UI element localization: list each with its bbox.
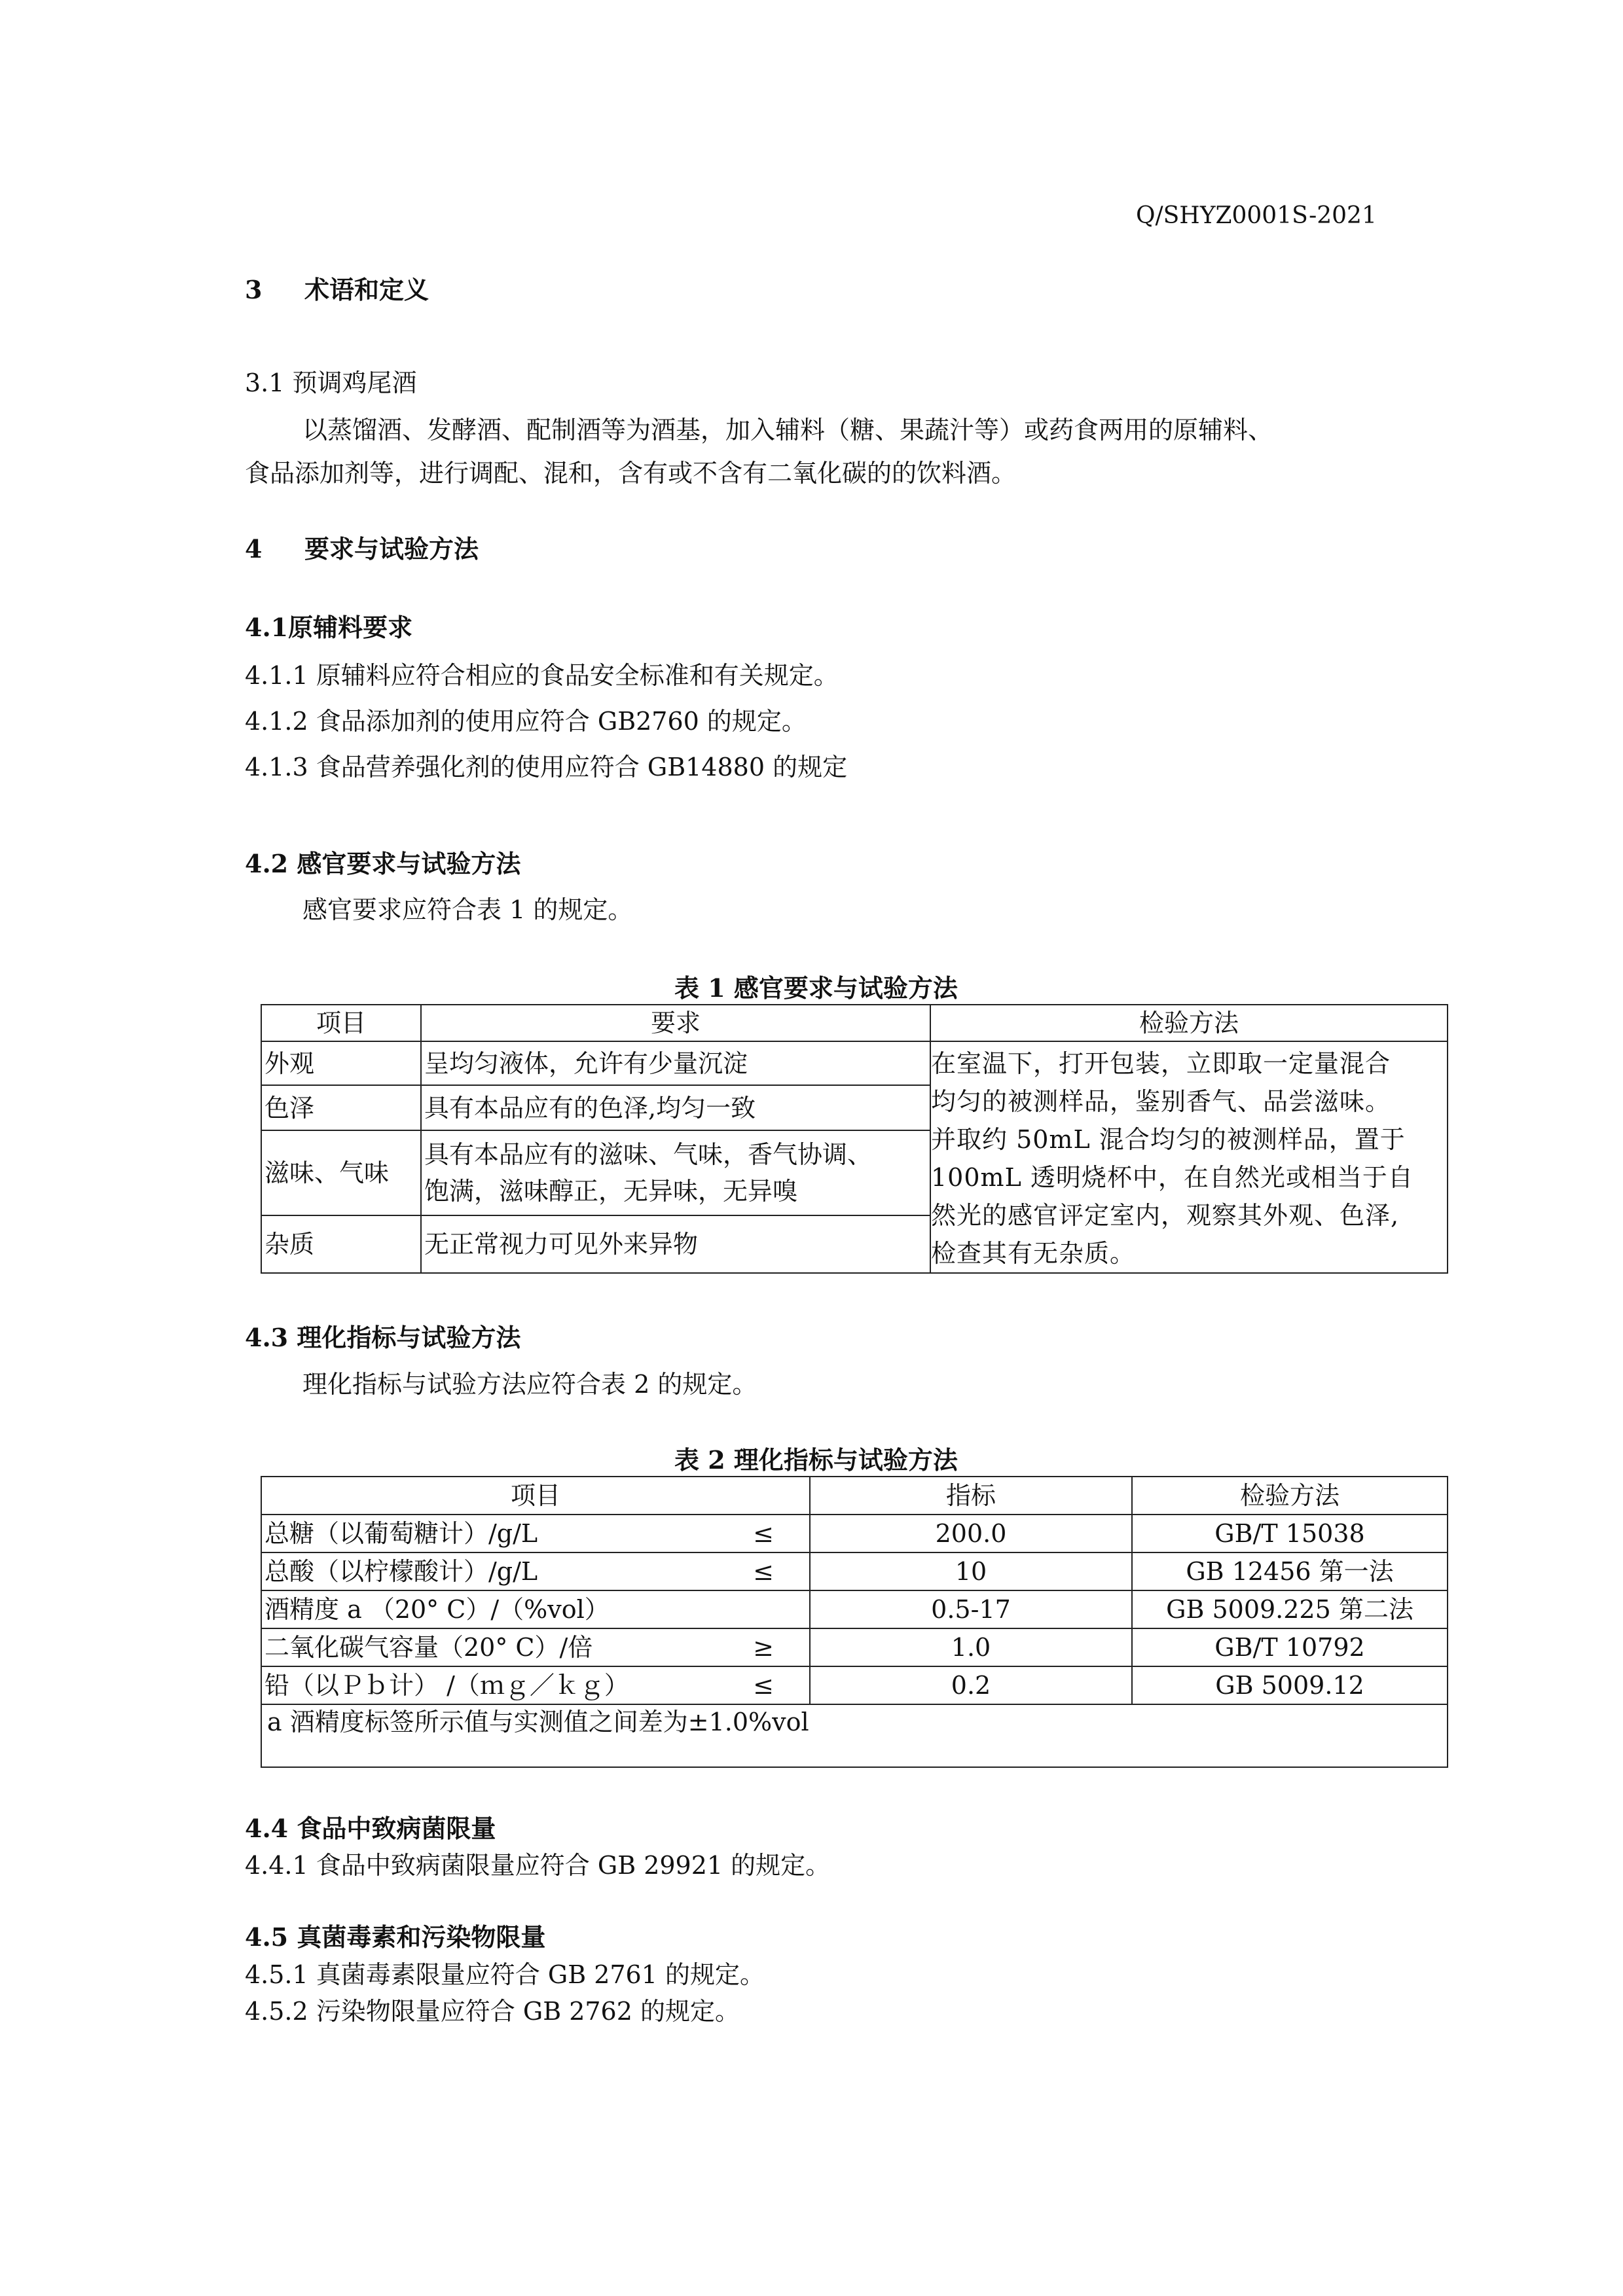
table-2-method: GB 5009.225 第二法 — [1132, 1590, 1448, 1628]
table-2-item: 铅（以Ｐｂ计） /（ｍｇ／ｋｇ） — [264, 1671, 629, 1700]
clause-4-5-2: 4.5.2 污染物限量应符合 GB 2762 的规定。 — [245, 1997, 740, 2026]
table-1-item: 杂质 — [261, 1215, 421, 1273]
table-2-item-cell — [261, 1666, 810, 1704]
clause-4-4-1: 4.4.1 食品中致病菌限量应符合 GB 29921 的规定。 — [245, 1851, 831, 1880]
section-4-number: 4 — [245, 534, 263, 564]
table-2-header-item: 项目 — [261, 1477, 810, 1515]
table-1-header-method: 检验方法 — [930, 1005, 1448, 1041]
table-1-requirement: 呈均匀液体，允许有少量沉淀 — [421, 1041, 930, 1085]
table-1-method-cell — [930, 1041, 1448, 1273]
table-2-header-method: 检验方法 — [1132, 1477, 1448, 1515]
table-2-item: 酒精度 a （20° C）/（%vol） — [264, 1595, 610, 1624]
subsection-4-3-title: 4.3 理化指标与试验方法 — [245, 1323, 521, 1352]
table-2-value: 0.5-17 — [810, 1590, 1132, 1628]
table-2-method: GB 12456 第一法 — [1132, 1552, 1448, 1590]
table-1-item: 色泽 — [261, 1085, 421, 1130]
table-2-value: 10 — [810, 1552, 1132, 1590]
table-2-item-cell — [261, 1552, 810, 1590]
table-2-value: 0.2 — [810, 1666, 1132, 1704]
table-2-item-cell — [261, 1515, 810, 1552]
subsection-4-5-title: 4.5 真菌毒素和污染物限量 — [245, 1922, 546, 1952]
definition-paragraph-line-1: 以蒸馏酒、发酵酒、配制酒等为酒基，加入辅料（糖、果蔬汁等）或药食两用的原辅料、 — [302, 416, 1273, 444]
table-2-method: GB/T 10792 — [1132, 1628, 1448, 1666]
subsection-4-2-text: 感官要求应符合表 1 的规定。 — [302, 895, 633, 924]
table-2-item-cell — [261, 1628, 810, 1666]
section-3-number: 3 — [245, 275, 263, 304]
clause-4-5-1: 4.5.1 真菌毒素限量应符合 GB 2761 的规定。 — [245, 1960, 765, 1989]
subsection-4-4-title: 4.4 食品中致病菌限量 — [245, 1814, 496, 1843]
clause-4-1-1: 4.1.1 原辅料应符合相应的食品安全标准和有关规定。 — [245, 661, 839, 690]
table-1-requirement-line: 具有本品应有的滋味、气味，香气协调、 — [424, 1140, 873, 1170]
table-1-requirement-line: 饱满，滋味醇正，无异味，无异嗅 — [424, 1177, 798, 1206]
subsection-4-2-title: 4.2 感官要求与试验方法 — [245, 849, 521, 878]
table-2-method: GB 5009.12 — [1132, 1666, 1448, 1704]
section-3-title: 术语和定义 — [304, 275, 429, 304]
table-2-item: 二氧化碳气容量（20° C）/倍 — [264, 1633, 593, 1662]
table-1-method-line: 100mL 透明烧杯中，在自然光或相当于自 — [931, 1163, 1413, 1192]
table-2 — [261, 1476, 1448, 1768]
table-2-footnote: a 酒精度标签所示值与实测值之间差为±1.0%vol — [261, 1704, 1448, 1767]
table-1-header-item: 项目 — [261, 1005, 421, 1041]
table-2-item-cell — [261, 1590, 810, 1628]
table-2-item: 总酸（以柠檬酸计）/g/L — [264, 1557, 538, 1586]
table-2-comparator: ≥ — [753, 1633, 774, 1662]
table-1-requirement: 具有本品应有的色泽,均匀一致 — [421, 1085, 930, 1130]
table-1-requirement: 无正常视力可见外来异物 — [421, 1215, 930, 1273]
clause-4-1-3: 4.1.3 食品营养强化剂的使用应符合 GB14880 的规定 — [245, 753, 848, 781]
subsection-4-1-title: 4.1原辅料要求 — [245, 613, 413, 642]
table-1-method-line: 均匀的被测样品，鉴别香气、品尝滋味。 — [931, 1087, 1391, 1116]
table-2-comparator: ≤ — [753, 1557, 774, 1586]
table-1 — [261, 1004, 1448, 1274]
subsection-3-1-title: 3.1 预调鸡尾酒 — [245, 368, 417, 397]
table-2-comparator: ≤ — [753, 1519, 774, 1548]
table-1-requirement — [421, 1130, 930, 1215]
clause-4-1-2: 4.1.2 食品添加剂的使用应符合 GB2760 的规定。 — [245, 707, 807, 736]
table-1-item: 滋味、气味 — [261, 1130, 421, 1215]
table-2-method: GB/T 15038 — [1132, 1515, 1448, 1552]
subsection-4-3-text: 理化指标与试验方法应符合表 2 的规定。 — [302, 1370, 757, 1399]
table-1-caption: 表 1 感官要求与试验方法 — [674, 973, 958, 1003]
table-2-comparator: ≤ — [753, 1671, 774, 1700]
table-1-header-requirement: 要求 — [421, 1005, 930, 1041]
table-2-header-value: 指标 — [810, 1477, 1132, 1515]
section-4-title: 要求与试验方法 — [304, 534, 479, 564]
table-1-method-line: 并取约 50mL 混合均匀的被测样品，置于 — [931, 1125, 1406, 1154]
table-2-value: 1.0 — [810, 1628, 1132, 1666]
table-2-caption: 表 2 理化指标与试验方法 — [674, 1445, 958, 1475]
table-1-method-line: 然光的感官评定室内，观察其外观、色泽, — [931, 1201, 1400, 1230]
table-1-method-line: 在室温下，打开包装，立即取一定量混合 — [931, 1049, 1391, 1078]
document-code: Q/SHYZ0001S-2021 — [1136, 202, 1377, 229]
table-1-method-line: 检查其有无杂质。 — [931, 1239, 1136, 1268]
definition-paragraph-line-2: 食品添加剂等，进行调配、混和，含有或不含有二氧化碳的的饮料酒。 — [245, 459, 1017, 488]
table-1-item: 外观 — [261, 1041, 421, 1085]
table-2-value: 200.0 — [810, 1515, 1132, 1552]
table-2-item: 总糖（以葡萄糖计）/g/L — [264, 1519, 538, 1548]
